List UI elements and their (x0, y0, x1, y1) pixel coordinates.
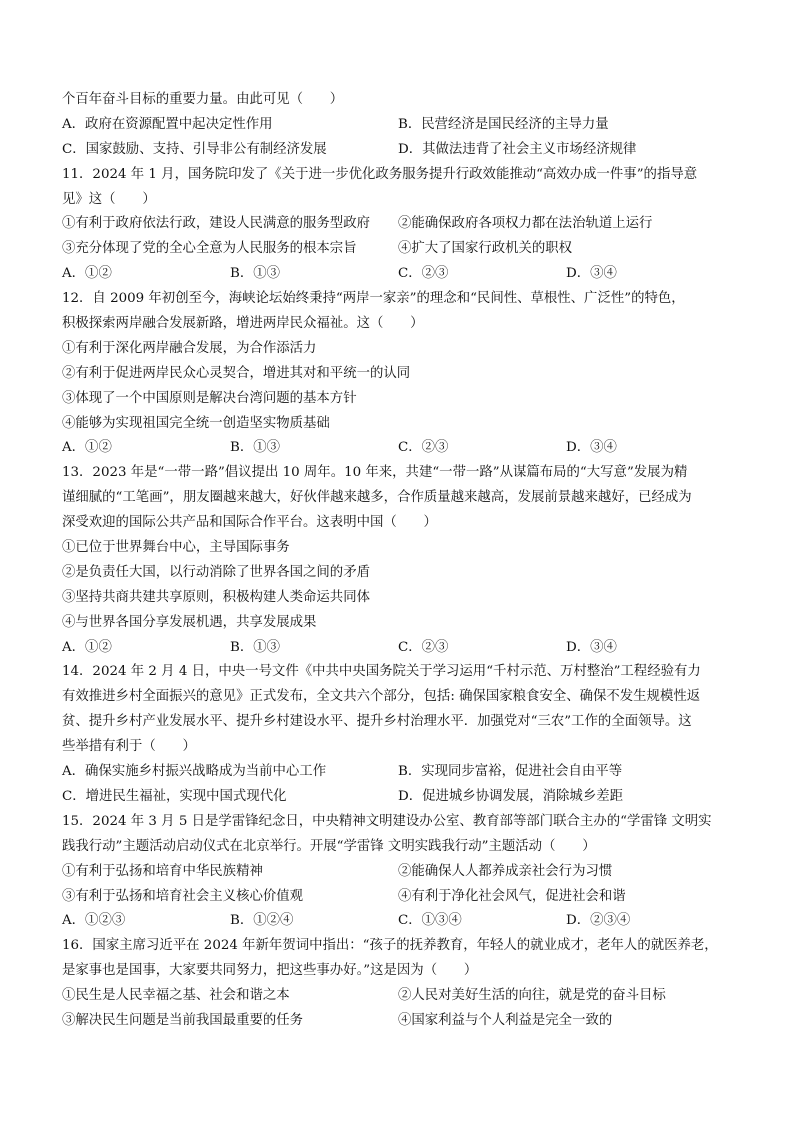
question-content (62, 88, 742, 1034)
q16-statement-1: ①民生是人民幸福之基、社会和谐之本 (62, 988, 290, 1004)
q15-statement-1: ①有利于弘扬和培育中华民族精神 (62, 863, 263, 879)
q14-stem-line4: 些举措有利于（ ） (62, 739, 196, 755)
q11-stem-line2: 见》这（ ） (62, 191, 156, 207)
q13-choice-d: D．③④ (566, 639, 617, 655)
q11-choices (62, 262, 742, 287)
q14-stem-line2: 有效推进乡村全面振兴的意见》正式发布，全文共六个部分，包括: 确保国家粮食安全、确保不发生规模性返 (62, 689, 701, 705)
q12-choices (62, 436, 742, 461)
q15-choice-d: D．②③④ (566, 913, 631, 929)
q14-stem-line3: 贫、提升乡村产业发展水平、提升乡村建设水平、提升乡村治理水平．加强党对“三农”工作的全面领导。这 (62, 714, 692, 730)
q15-stem-line2: 践我行动”主题活动启动仪式在北京举行。开展“学雷锋 文明实践我行动”主题活动（ ） (62, 838, 596, 854)
q15-choice-a: A．①②③ (62, 913, 126, 929)
q13-statement-4: ④与世界各国分享发展机遇，共享发展成果 (62, 614, 317, 630)
q10-option-b: B．民营经济是国民经济的主导力量 (398, 116, 609, 132)
q11-choice-c: C．②③ (398, 266, 449, 282)
q16-stem-line1: 16．国家主席习近平在 2024 年新年贺词中指出：“孩子的抚养教育，年轻人的就业成才，老年人的就医养老， (62, 938, 718, 954)
q14-stem-line1: 14．2024 年 2 月 4 日，中央一号文件《中共中央国务院关于学习运用“千村示范、万村整治”工程经验有力 (62, 664, 701, 680)
q10-stem-tail: 个百年奋斗目标的重要力量。由此可见（ ） (62, 92, 344, 107)
q11-statement-1: ①有利于政府依法行政，建设人民满意的服务型政府 (62, 216, 370, 232)
q12-statement-2: ②有利于促进两岸民众心灵契合，增进其对和平统一的认同 (62, 365, 411, 381)
q11-statement-2: ②能确保政府各项权力都在法治轨道上运行 (398, 216, 653, 232)
q14-options-cd (62, 785, 742, 810)
q11-statement-3: ③充分体现了党的全心全意为人民服务的根本宗旨 (62, 241, 357, 257)
q10-option-c: C．国家鼓励、支持、引导非公有制经济发展 (62, 141, 327, 157)
q14-option-c: C．增进民生福祉，实现中国式现代化 (62, 788, 287, 804)
q11-statements-12 (62, 212, 742, 237)
q15-choices (62, 909, 742, 934)
q15-statements-12 (62, 860, 742, 885)
q15-choice-b: B．①②④ (230, 913, 294, 929)
q15-statement-2: ②能确保人人都养成亲社会行为习惯 (398, 863, 613, 879)
q10-options-ab (62, 113, 742, 138)
q16-statement-4: ④国家利益与个人利益是完全一致的 (398, 1012, 613, 1028)
q14-option-a: A．确保实施乡村振兴战略成为当前中心工作 (62, 764, 327, 780)
q16-stem-line2: 是家事也是国事，大家要共同努力，把这些事办好。”这是因为（ ） (62, 963, 478, 979)
q16-statements-34 (62, 1009, 742, 1034)
q12-choice-c: C．②③ (398, 440, 449, 456)
q12-statement-4: ④能够为实现祖国完全统一创造坚实物质基础 (62, 415, 330, 431)
q16-statements-12 (62, 984, 742, 1009)
q14-options-ab (62, 760, 742, 785)
q12-choice-a: A．①② (62, 440, 112, 456)
q13-choice-a: A．①② (62, 639, 112, 655)
q10-option-a: A．政府在资源配置中起决定性作用 (62, 116, 273, 132)
q11-stem-line1: 11．2024 年 1 月，国务院印发了《关于进一步优化政务服务提升行政效能推动“高效办成一件事”的指导意 (62, 166, 698, 182)
q11-statements-34 (62, 237, 742, 262)
q13-statement-3: ③坚持共商共建共享原则，积极构建人类命运共同体 (62, 589, 370, 605)
q13-choice-c: C．②③ (398, 639, 449, 655)
q12-choice-d: D．③④ (566, 440, 617, 456)
q13-statement-2: ②是负责任大国，以行动消除了世界各国之间的矛盾 (62, 564, 370, 580)
q10-options-cd (62, 138, 742, 163)
q14-option-b: B．实现同步富裕，促进社会自由平等 (398, 764, 623, 780)
q15-statements-34 (62, 885, 742, 910)
q16-statement-3: ③解决民生问题是当前我国最重要的任务 (62, 1012, 304, 1028)
q13-stem-line2: 谨细腻的“工笔画”，朋友圈越来越大，好伙伴越来越多，合作质量越来越高，发展前景越来越好，已经成为 (62, 490, 692, 506)
q15-stem-line1: 15．2024 年 3 月 5 日是学雷锋纪念日，中央精神文明建设办公室、教育部等部门联合主办的“学雷锋 文明实 (62, 813, 712, 829)
q13-choice-b: B．①③ (230, 639, 281, 655)
q11-choice-b: B．①③ (230, 266, 281, 282)
q11-choice-a: A．①② (62, 266, 112, 282)
q10-option-d: D．其做法违背了社会主义市场经济规律 (398, 141, 637, 157)
q13-statement-1: ①已位于世界舞台中心，主导国际事务 (62, 540, 290, 556)
q15-statement-3: ③有利于弘扬和培育社会主义核心价值观 (62, 888, 304, 904)
q11-choice-d: D．③④ (566, 266, 617, 282)
q12-stem-line1: 12．自 2009 年初创至今，海峡论坛始终秉持“两岸一家亲”的理念和“民间性、草根性、广泛性”的特色， (62, 291, 685, 307)
q12-statement-3: ③体现了一个中国原则是解决台湾问题的基本方针 (62, 390, 357, 406)
q16-statement-2: ②人民对美好生活的向往，就是党的奋斗目标 (398, 988, 666, 1004)
q15-statement-4: ④有利于净化社会风气，促进社会和谐 (398, 888, 626, 904)
q15-choice-c: C．①③④ (398, 913, 462, 929)
q13-stem-line1: 13．2023 年是“一带一路”倡议提出 10 周年。10 年来，共建“一带一路”从谋篇布局的“大写意”发展为精 (62, 465, 688, 481)
q13-choices (62, 636, 742, 661)
q12-stem-line2: 积极探索两岸融合发展新路，增进两岸民众福祉。这（ ） (62, 316, 424, 332)
q14-option-d: D．促进城乡协调发展，消除城乡差距 (398, 788, 623, 804)
q13-stem-line3: 深受欢迎的国际公共产品和国际合作平台。这表明中国（ ） (62, 515, 437, 531)
q12-statement-1: ①有利于深化两岸融合发展，为合作添活力 (62, 340, 317, 356)
q11-statement-4: ④扩大了国家行政机关的职权 (398, 241, 573, 257)
q12-choice-b: B．①③ (230, 440, 281, 456)
